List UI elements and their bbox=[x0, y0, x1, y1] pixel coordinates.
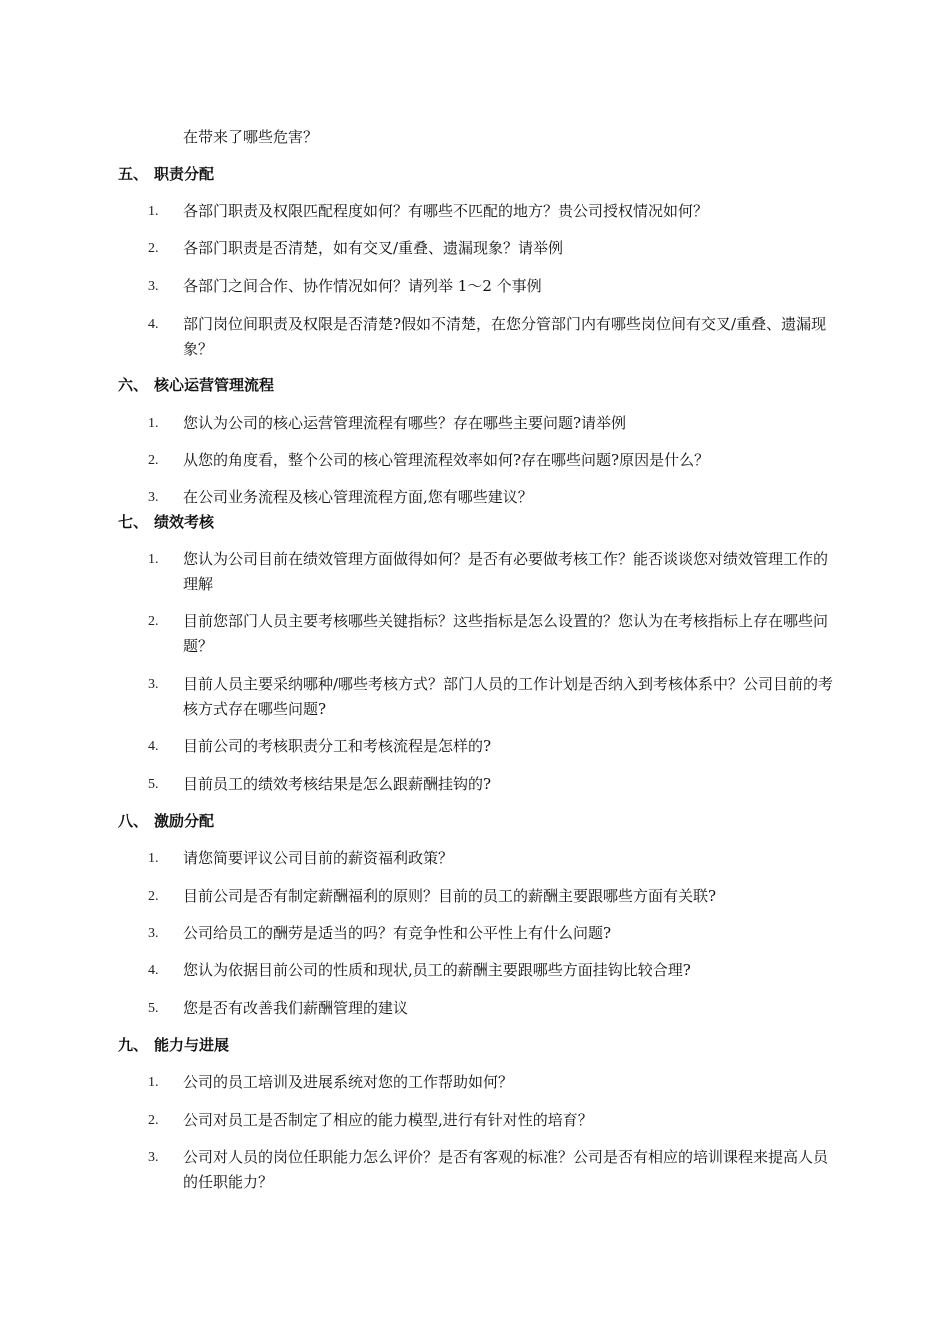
item-number: 2. bbox=[148, 1113, 159, 1128]
list-item bbox=[148, 1145, 838, 1195]
section-title: 能力与进展 bbox=[154, 1036, 230, 1054]
item-text: 您认为公司的核心运营管理流程有哪些？存在哪些主要问题?请举例 bbox=[183, 414, 627, 432]
item-text: 请您简要评议公司目前的薪资福利政策？ bbox=[183, 849, 454, 867]
section-title: 绩效考核 bbox=[154, 513, 215, 531]
list-item bbox=[148, 236, 838, 261]
item-number: 2. bbox=[148, 889, 159, 904]
item-text: 目前人员主要采纳哪种/哪些考核方式？部门人员的工作计划是否纳入到考核体系中？公司目前的考核方式存在哪些问题? bbox=[183, 675, 834, 718]
section-number: 八、 bbox=[118, 812, 149, 830]
list-item bbox=[148, 609, 838, 659]
item-text: 目前您部门人员主要考核哪些关键指标？这些指标是怎么设置的？您认为在考核指标上存在哪些问题？ bbox=[183, 612, 829, 655]
list-item bbox=[148, 1070, 838, 1095]
item-number: 3. bbox=[148, 279, 159, 294]
item-number: 5. bbox=[148, 777, 159, 792]
list-item bbox=[148, 274, 838, 299]
item-number: 4. bbox=[148, 963, 159, 978]
item-number: 1. bbox=[148, 1075, 159, 1090]
item-text: 各部门职责是否清楚，如有交叉/重叠、遗漏现象？请举例 bbox=[183, 239, 564, 257]
item-text: 公司对员工是否制定了相应的能力模型,进行有针对性的培育？ bbox=[183, 1111, 593, 1129]
item-text: 部门岗位间职责及权限是否清楚?假如不清楚，在您分管部门内有哪些岗位间有交叉/重叠、遗漏现象？ bbox=[183, 315, 827, 358]
item-number: 4. bbox=[148, 317, 159, 332]
item-text: 在公司业务流程及核心管理流程方面,您有哪些建议？ bbox=[183, 488, 533, 506]
item-text: 公司给员工的酬劳是适当的吗？有竞争性和公平性上有什么问题? bbox=[183, 924, 612, 942]
section-title: 职责分配 bbox=[154, 165, 215, 183]
item-number: 2. bbox=[148, 614, 159, 629]
continuation-text: 在带来了哪些危害？ bbox=[183, 128, 319, 146]
list-item bbox=[148, 921, 838, 946]
section-heading-8 bbox=[118, 810, 214, 832]
item-number: 2. bbox=[148, 241, 159, 256]
section-number: 六、 bbox=[118, 376, 149, 394]
item-number: 3. bbox=[148, 926, 159, 941]
list-item bbox=[148, 199, 838, 224]
item-text: 目前公司的考核职责分工和考核流程是怎样的? bbox=[183, 737, 492, 755]
item-text: 公司的员工培训及进展系统对您的工作帮助如何？ bbox=[183, 1073, 514, 1091]
item-text: 各部门职责及权限匹配程度如何？有哪些不匹配的地方？贵公司授权情况如何？ bbox=[183, 202, 709, 220]
section-number: 九、 bbox=[118, 1036, 149, 1054]
section-heading-5 bbox=[118, 163, 214, 185]
item-number: 3. bbox=[148, 490, 159, 505]
item-text: 从您的角度看，整个公司的核心管理流程效率如何?存在哪些问题?原因是什么？ bbox=[183, 451, 710, 469]
section-title: 激励分配 bbox=[154, 812, 215, 830]
list-item bbox=[148, 448, 838, 473]
list-item bbox=[148, 772, 838, 797]
item-number: 4. bbox=[148, 739, 159, 754]
item-text: 目前员工的绩效考核结果是怎么跟薪酬挂钩的? bbox=[183, 775, 492, 793]
item-text: 各部门之间合作、协作情况如何？请列举 1～2 个事例 bbox=[183, 277, 542, 295]
item-number: 1. bbox=[148, 416, 159, 431]
item-number: 3. bbox=[148, 1150, 159, 1165]
item-number: 1. bbox=[148, 552, 159, 567]
item-text: 您认为公司目前在绩效管理方面做得如何？是否有必要做考核工作？能否谈谈您对绩效管理工作的理解 bbox=[183, 550, 829, 593]
list-item bbox=[148, 846, 838, 871]
section-heading-9 bbox=[118, 1034, 229, 1056]
list-item bbox=[148, 411, 838, 436]
section-heading-7 bbox=[118, 511, 214, 533]
list-item bbox=[148, 996, 838, 1021]
list-item bbox=[148, 547, 838, 597]
section-number: 五、 bbox=[118, 165, 149, 183]
item-text: 公司对人员的岗位任职能力怎么评价？是否有客观的标准？公司是否有相应的培训课程来提高人员的任职能力？ bbox=[183, 1148, 829, 1191]
section-heading-6 bbox=[118, 374, 274, 396]
section-title: 核心运营管理流程 bbox=[154, 376, 275, 394]
item-number: 2. bbox=[148, 453, 159, 468]
item-number: 3. bbox=[148, 677, 159, 692]
section-number: 七、 bbox=[118, 513, 149, 531]
item-text: 您认为依据目前公司的性质和现状,员工的薪酬主要跟哪些方面挂钩比较合理? bbox=[183, 961, 691, 979]
list-item bbox=[148, 672, 838, 722]
item-text: 目前公司是否有制定薪酬福利的原则？目前的员工的薪酬主要跟哪些方面有关联? bbox=[183, 887, 717, 905]
item-number: 1. bbox=[148, 204, 159, 219]
list-item bbox=[148, 485, 838, 510]
item-number: 1. bbox=[148, 851, 159, 866]
list-item bbox=[148, 1108, 838, 1133]
item-text: 您是否有改善我们薪酬管理的建议 bbox=[183, 999, 409, 1017]
list-item bbox=[148, 884, 838, 909]
list-item bbox=[148, 958, 838, 983]
list-item bbox=[148, 312, 838, 362]
list-item bbox=[148, 734, 838, 759]
item-number: 5. bbox=[148, 1001, 159, 1016]
